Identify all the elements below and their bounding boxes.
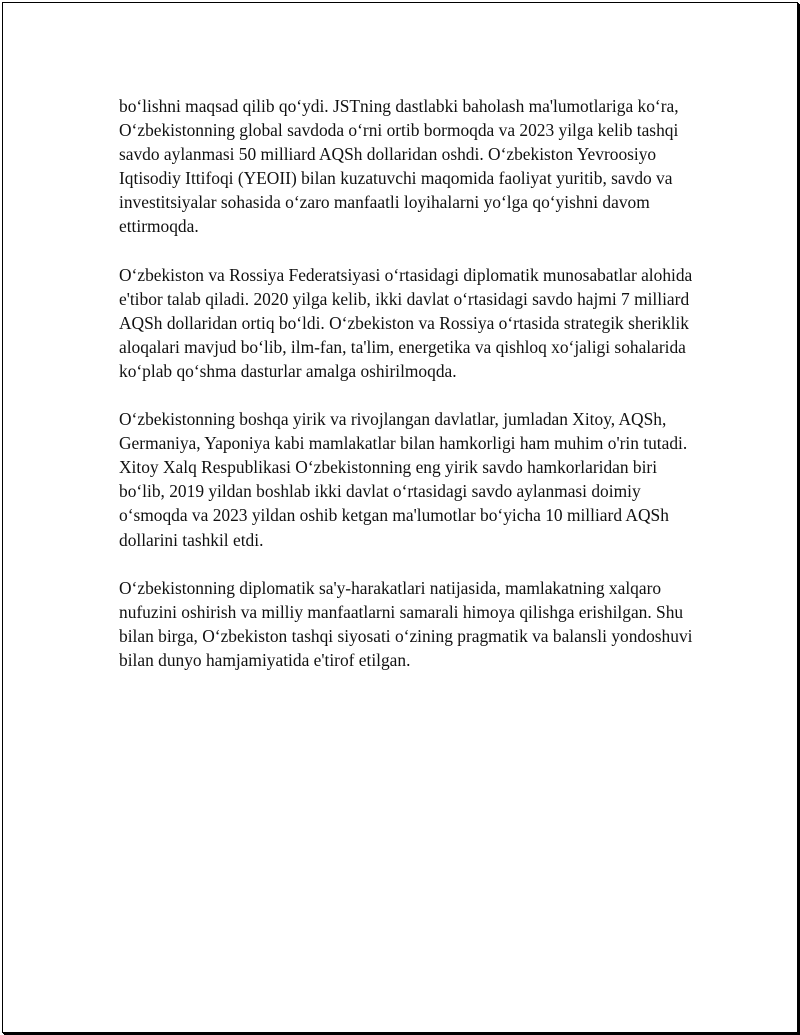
paragraph-4: O‘zbekistonning diplomatik sa'y-harakatlari natijasida, mamlakatning xalqaro nufuzini oshirish va milliy manfaatlarni samarali himoya qilishga erishilgan. Shu bilan birga, O‘zbekiston tashqi siyosati o‘zining pragmatik va balansli yondoshuvi bilan dunyo hamjamiyatida e'tirof etilgan.	[119, 577, 693, 670]
paragraph-1: bo‘lishni maqsad qilib qo‘ydi. JSTning dastlabki baholash ma'lumotlariga ko‘ra, O‘zbekistonning global savdoda o‘rni ortib bormoqda va 2023 yilga kelib tashqi savdo aylanmasi 50 milliard AQSh dollaridan oshdi. O‘zbekiston Yevroosiyo Iqtisodiy Ittifoqi (YEOII) bilan kuzatuvchi maqomida faoliyat yuritib, savdo va investitsiyalar sohasida o‘zaro manfaatli loyihalarni yo‘lga qo‘yishni davom ettirmoqda.	[119, 96, 679, 237]
document-page	[2, 2, 798, 1033]
paragraph-2: O‘zbekiston va Rossiya Federatsiyasi o‘rtasidagi diplomatik munosabatlar alohida e'tibor talab qiladi. 2020 yilga kelib, ikki davlat o‘rtasidagi savdo hajmi 7 milliard AQSh dollaridan ortiq bo‘ldi. O‘zbekiston va Rossiya o‘rtasida strategik sheriklik aloqalari mavjud bo‘lib, ilm-fan, ta'lim, energetika va qishloq xo‘jaligi sohalarida ko‘plab qo‘shma dasturlar amalga oshirilmoqda.	[119, 264, 693, 381]
paragraph-3: O‘zbekistonning boshqa yirik va rivojlangan davlatlar, jumladan Xitoy, AQSh, Germaniya, Yaponiya kabi mamlakatlar bilan hamkorligi ham muhim o'rin tutadi. Xitoy Xalq Respublikasi O‘zbekistonning eng yirik savdo hamkorlaridan biri bo‘lib, 2019 yildan boshlab ikki davlat o‘rtasidagi savdo aylanmasi doimiy o‘smoqda va 2023 yildan oshib ketgan ma'lumotlar bo‘yicha 10 milliard AQSh dollarini tashkil etdi.	[119, 409, 688, 550]
document-body	[119, 94, 703, 696]
